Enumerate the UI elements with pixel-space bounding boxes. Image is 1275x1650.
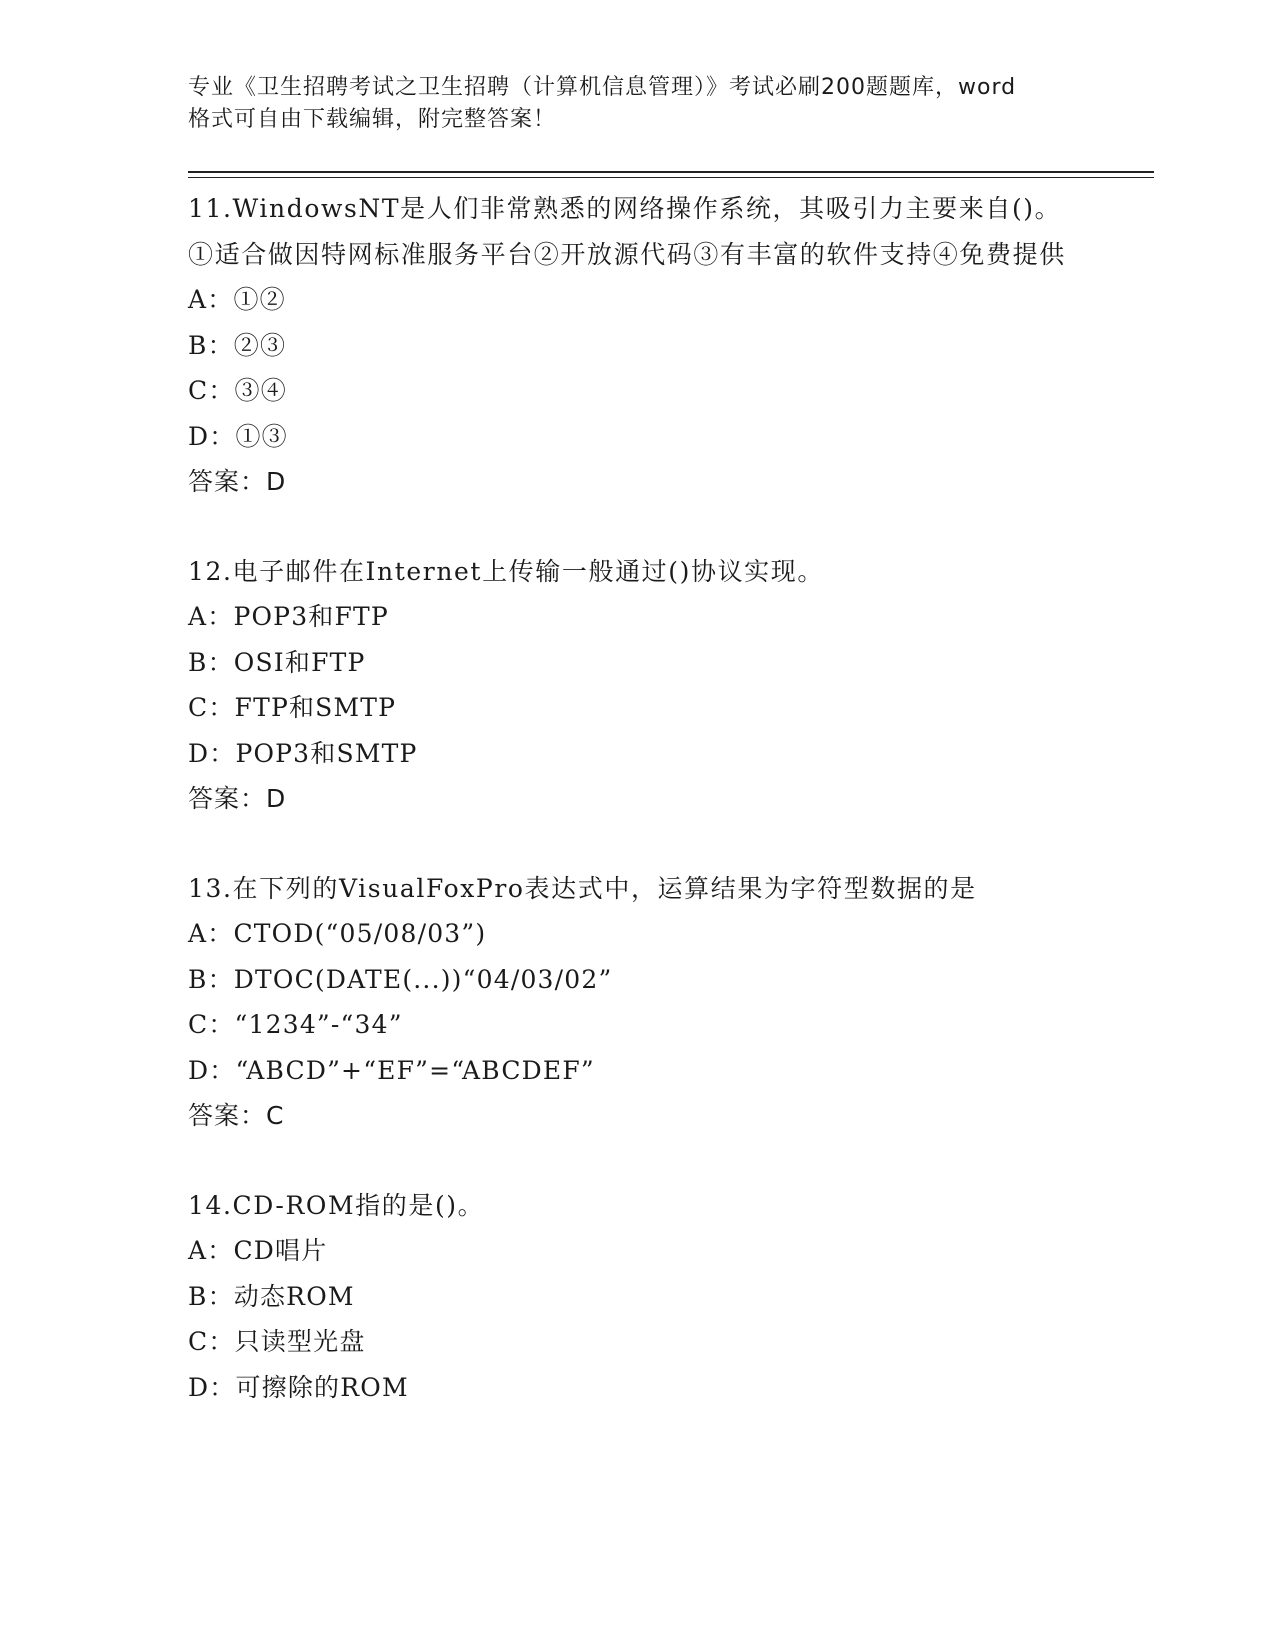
question-12 <box>188 549 1148 822</box>
option-c: C：“1234”-“34” <box>188 1010 403 1039</box>
question-stem: 11.WindowsNT是人们非常熟悉的网络操作系统，其吸引力主要来自()。①适合做因特网标准服务平台②开放源代码③有丰富的软件支持④免费提供 <box>188 194 1066 269</box>
option-d: D：①③ <box>188 421 288 451</box>
option-a: A：①② <box>188 285 286 314</box>
answer-line: 答案：C <box>188 1101 285 1130</box>
question-11 <box>188 186 1148 505</box>
option-d: D：“ABCD”+“EF”=“ABCDEF” <box>188 1055 595 1085</box>
option-a: A：CD唱片 <box>188 1236 328 1265</box>
answer-line: 答案：D <box>188 467 287 496</box>
option-d: D：POP3和SMTP <box>188 738 418 768</box>
question-stem: 13.在下列的VisualFoxPro表达式中，运算结果为字符型数据的是 <box>188 873 977 903</box>
option-b: B：②③ <box>188 330 287 360</box>
question-13 <box>188 866 1148 1139</box>
option-a: A：CTOD(“05/08/03”) <box>188 919 487 948</box>
document-page <box>188 72 1148 1410</box>
header-line-2: 格式可自由下载编辑，附完整答案！ <box>188 107 557 132</box>
option-c: C：只读型光盘 <box>188 1327 366 1356</box>
option-c: C：③④ <box>188 376 287 405</box>
header-divider <box>188 171 1154 178</box>
question-14 <box>188 1183 1148 1411</box>
answer-line: 答案：D <box>188 784 287 813</box>
header-line-1: 专业《卫生招聘考试之卫生招聘（计算机信息管理）》考试必刷200题题库，word <box>188 75 1017 100</box>
question-stem: 12.电子邮件在Internet上传输一般通过()协议实现。 <box>188 556 824 586</box>
option-c: C：FTP和SMTP <box>188 693 397 722</box>
document-header <box>188 72 1148 136</box>
option-b: B：OSI和FTP <box>188 647 366 677</box>
option-b: B：DTOC(DATE(...))“04/03/02” <box>188 964 613 994</box>
option-b: B：动态ROM <box>188 1281 355 1311</box>
question-stem: 14.CD-ROM指的是()。 <box>188 1190 485 1220</box>
option-a: A：POP3和FTP <box>188 602 389 631</box>
option-d: D：可擦除的ROM <box>188 1372 409 1402</box>
